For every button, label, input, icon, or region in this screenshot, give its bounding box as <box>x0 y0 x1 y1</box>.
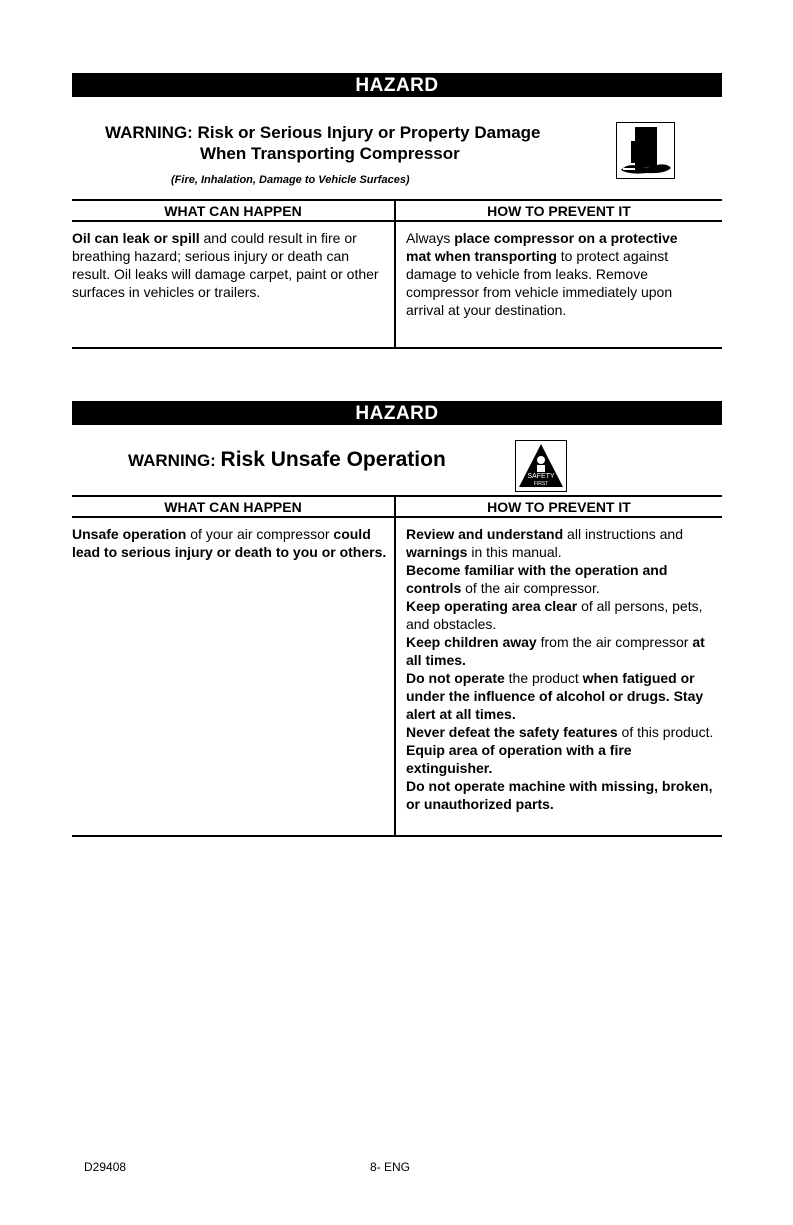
p7-bold: Equip area of operation with a fire extinguisher. <box>406 742 632 776</box>
warning-title-1 <box>100 122 600 164</box>
prevent-item-7 <box>406 741 718 777</box>
p5-bold-1: Do not operate <box>406 670 505 686</box>
prevent-pre-text: Always <box>406 230 455 246</box>
p2-rest: of the air compressor. <box>461 580 600 596</box>
happen-mid: of your air compressor <box>186 526 334 542</box>
prevent-item-1 <box>406 525 718 561</box>
warning-title-2 <box>128 448 446 472</box>
prevent-rest-text: to protect against damage to vehicle from leaks. Remove compressor from vehicle immediately upon arrival at your destination. <box>406 248 673 318</box>
safety-first-icon <box>515 440 567 492</box>
col-header-what-can-happen: WHAT CAN HAPPEN <box>164 203 302 219</box>
p3-rest: of all persons, pets, and obstacles. <box>406 598 703 632</box>
happen-bold-2: could lead to serious injury or death to you or others. <box>72 526 387 560</box>
how-to-prevent-text <box>406 229 706 319</box>
warning-line-1: WARNING: Risk or Serious Injury or Property Damage <box>105 123 541 142</box>
p4-mid: from the air compressor <box>536 634 693 650</box>
p5-bold-2: when fatigued or under the influence of alcohol or drugs. Stay alert at all times. <box>406 670 704 722</box>
p1-rest: in this manual. <box>467 544 562 560</box>
compressor-on-mat-icon <box>616 122 675 179</box>
p4-bold-2: at all times. <box>406 634 705 668</box>
warning-main: Risk Unsafe Operation <box>220 448 446 471</box>
p6-rest: of this product. <box>617 724 714 740</box>
col-header-how-to-prevent-2: HOW TO PREVENT IT <box>487 499 631 515</box>
what-can-happen-text <box>72 229 382 301</box>
warning-prefix: WARNING: <box>128 451 221 470</box>
warning-subtitle: (Fire, Inhalation, Damage to Vehicle Surfaces) <box>171 174 410 186</box>
prevent-item-4 <box>406 633 718 669</box>
warning-line-2: When Transporting Compressor <box>200 144 460 163</box>
col-header-how-to-prevent: HOW TO PREVENT IT <box>487 203 631 219</box>
prevent-item-2 <box>406 561 718 597</box>
happen-bold-1: Unsafe operation <box>72 526 187 542</box>
p4-bold-1: Keep children away <box>406 634 537 650</box>
happen-rest-text: and could result in fire or breathing hazard; serious injury or death can result. Oil leaks will damage carpet, paint or other surfaces in vehicles or trailers. <box>72 230 379 300</box>
prevent-item-3 <box>406 597 718 633</box>
prevent-item-6 <box>406 723 718 741</box>
safety-icon-text-1: SAFETY <box>527 473 555 480</box>
p3-bold: Keep operating area clear <box>406 598 578 614</box>
hazard-table-1 <box>72 199 722 351</box>
prevent-item-8 <box>406 777 718 813</box>
page-number: 8- ENG <box>370 1160 411 1174</box>
p6-bold: Never defeat the safety features <box>406 724 618 740</box>
p1-mid: all instructions and <box>563 526 683 542</box>
hazard-banner-1: HAZARD <box>72 73 722 97</box>
p1-bold-2: warnings <box>406 544 468 560</box>
how-to-prevent-list <box>406 525 718 813</box>
p8-bold: Do not operate machine with missing, broken, or unauthorized parts. <box>406 778 713 812</box>
what-can-happen-text-2 <box>72 525 387 561</box>
prevent-item-5 <box>406 669 718 723</box>
safety-icon-text-2: FIRST <box>533 481 549 487</box>
happen-bold-text: Oil can leak or spill <box>72 230 200 246</box>
p2-bold: Become familiar with the operation and controls <box>406 562 668 596</box>
doc-number: D29408 <box>84 1160 127 1174</box>
p5-mid: the product <box>504 670 583 686</box>
prevent-bold-text: place compressor on a protective mat when transporting <box>406 230 678 264</box>
col-header-what-can-happen-2: WHAT CAN HAPPEN <box>164 499 302 515</box>
hazard-banner-2: HAZARD <box>72 401 722 425</box>
p1-bold-1: Review and understand <box>406 526 564 542</box>
hazard-table-2 <box>72 495 722 840</box>
